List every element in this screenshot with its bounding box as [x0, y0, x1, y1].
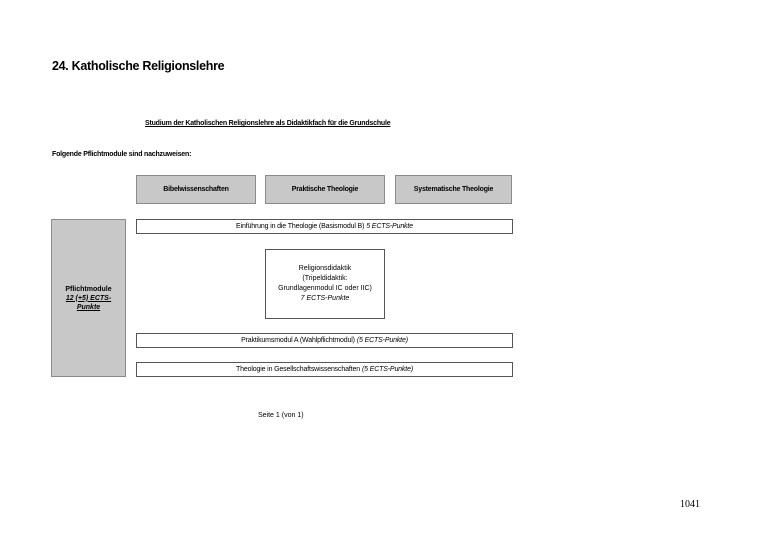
module-didaktik-ects: 7 ECTS-Punkte — [300, 295, 350, 302]
module-einfuehrung-ects: 5 ECTS-Punkte — [366, 223, 413, 230]
pflichtmodule-ects-line1: 12 (+5) ECTS- — [65, 294, 112, 302]
column-header-praktische-theologie: Praktische Theologie — [265, 175, 385, 204]
module-didaktik-line1: Religionsdidaktik — [298, 265, 352, 272]
page-title: 24. Katholische Religionslehre — [52, 59, 225, 73]
intro-text: Folgende Pflichtmodule sind nachzuweisen: — [52, 151, 192, 158]
page-indicator: Seite 1 (von 1) — [258, 412, 304, 419]
module-einfuehrung — [136, 219, 513, 234]
module-gesellschaft-text: Theologie in Gesellschaftswissenschaften — [235, 366, 360, 373]
module-praktikum-ects: (5 ECTS-Punkte) — [356, 337, 408, 344]
module-religionsdidaktik — [265, 249, 385, 319]
column-header-bibelwissenschaften: Bibelwissenschaften — [136, 175, 256, 204]
module-praktikum — [136, 333, 513, 348]
module-gesellschaft-ects: (5 ECTS-Punkte) — [361, 366, 413, 373]
column-header-systematische-theologie: Systematische Theologie — [395, 175, 512, 204]
document-subtitle: Studium der Katholischen Religionslehre als Didaktikfach für die Grundschule — [145, 120, 391, 127]
pflichtmodule-sidebox — [51, 219, 126, 377]
pflichtmodule-ects-line2: Punkte — [76, 303, 101, 311]
page-number: 1041 — [680, 499, 700, 510]
module-didaktik-line2: (Tripeldidaktik: — [302, 275, 348, 282]
pflichtmodule-label: Pflichtmodule — [65, 285, 112, 293]
module-praktikum-text: Praktikumsmodul A (Wahlpflichtmodul) — [241, 337, 355, 344]
module-didaktik-line3: Grundlagenmodul IC oder IIC) — [278, 285, 372, 292]
module-einfuehrung-text: Einführung in die Theologie (Basismodul B) — [236, 223, 365, 230]
module-gesellschaft — [136, 362, 513, 377]
